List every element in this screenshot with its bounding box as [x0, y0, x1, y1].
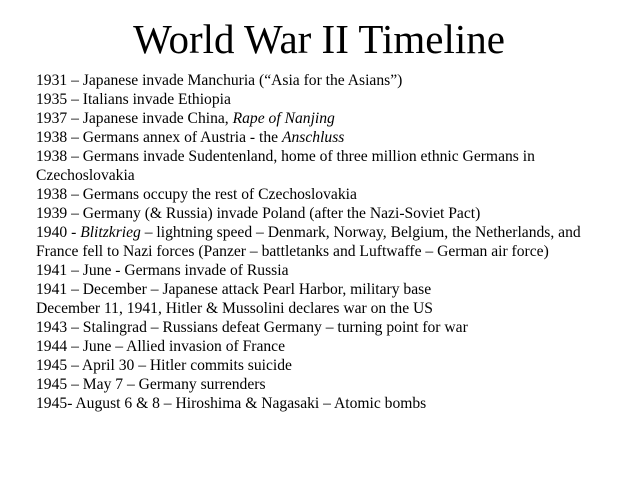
event-text: 1944 – June – Allied invasion of France [36, 338, 286, 355]
timeline-event [36, 204, 616, 223]
timeline-event [36, 261, 616, 280]
event-text: 1945- August 6 & 8 – Hiroshima & Nagasaki – Atomic bombs [36, 395, 427, 412]
event-text-continued: – lightning speed – Denmark, Norway, Belgium, the Netherlands, and France fell to Nazi forces (Panzer – battletanks and Luftwaffe – German air force) [36, 224, 581, 260]
event-text: 1931 – Japanese invade Manchuria (“Asia for the Asians”) [36, 72, 403, 89]
event-text: 1941 – December – Japanese attack Pearl Harbor, military base [36, 281, 432, 298]
event-emphasis: Rape of Nanjing [232, 110, 335, 127]
timeline-event [36, 147, 616, 185]
timeline-event [36, 128, 616, 147]
timeline-event [36, 375, 616, 394]
event-text: 1945 – April 30 – Hitler commits suicide [36, 357, 292, 374]
event-text: 1938 – Germans occupy the rest of Czechoslovakia [36, 186, 357, 203]
timeline-event [36, 223, 616, 261]
event-text: 1939 – Germany (& Russia) invade Poland (after the Nazi-Soviet Pact) [36, 205, 481, 222]
timeline-event [36, 280, 616, 299]
event-text: 1945 – May 7 – Germany surrenders [36, 376, 266, 393]
event-text: 1943 – Stalingrad – Russians defeat Germany – turning point for war [36, 319, 468, 336]
timeline-event [36, 185, 616, 204]
timeline-event [36, 109, 616, 128]
timeline-event [36, 299, 616, 318]
timeline-list [36, 71, 616, 413]
event-text: December 11, 1941, Hitler & Mussolini declares war on the US [36, 300, 433, 317]
event-text: 1935 – Italians invade Ethiopia [36, 91, 231, 108]
event-text: 1938 – Germans annex of Austria - the [36, 129, 282, 146]
timeline-event [36, 356, 616, 375]
timeline-event [36, 71, 616, 90]
event-emphasis: Anschluss [281, 129, 345, 146]
event-text: 1937 – Japanese invade China, [36, 110, 233, 127]
page-title: World War II Timeline [133, 16, 505, 62]
timeline-event [36, 394, 616, 413]
timeline-event [36, 90, 616, 109]
timeline-event [36, 337, 616, 356]
event-text: 1941 – June - Germans invade of Russia [36, 262, 289, 279]
event-text: 1940 - [36, 224, 81, 241]
event-text: 1938 – Germans invade Sudentenland, home of three million ethnic Germans in Czechoslovakia [36, 148, 535, 184]
event-emphasis: Blitzkrieg [80, 224, 141, 241]
timeline-event [36, 318, 616, 337]
